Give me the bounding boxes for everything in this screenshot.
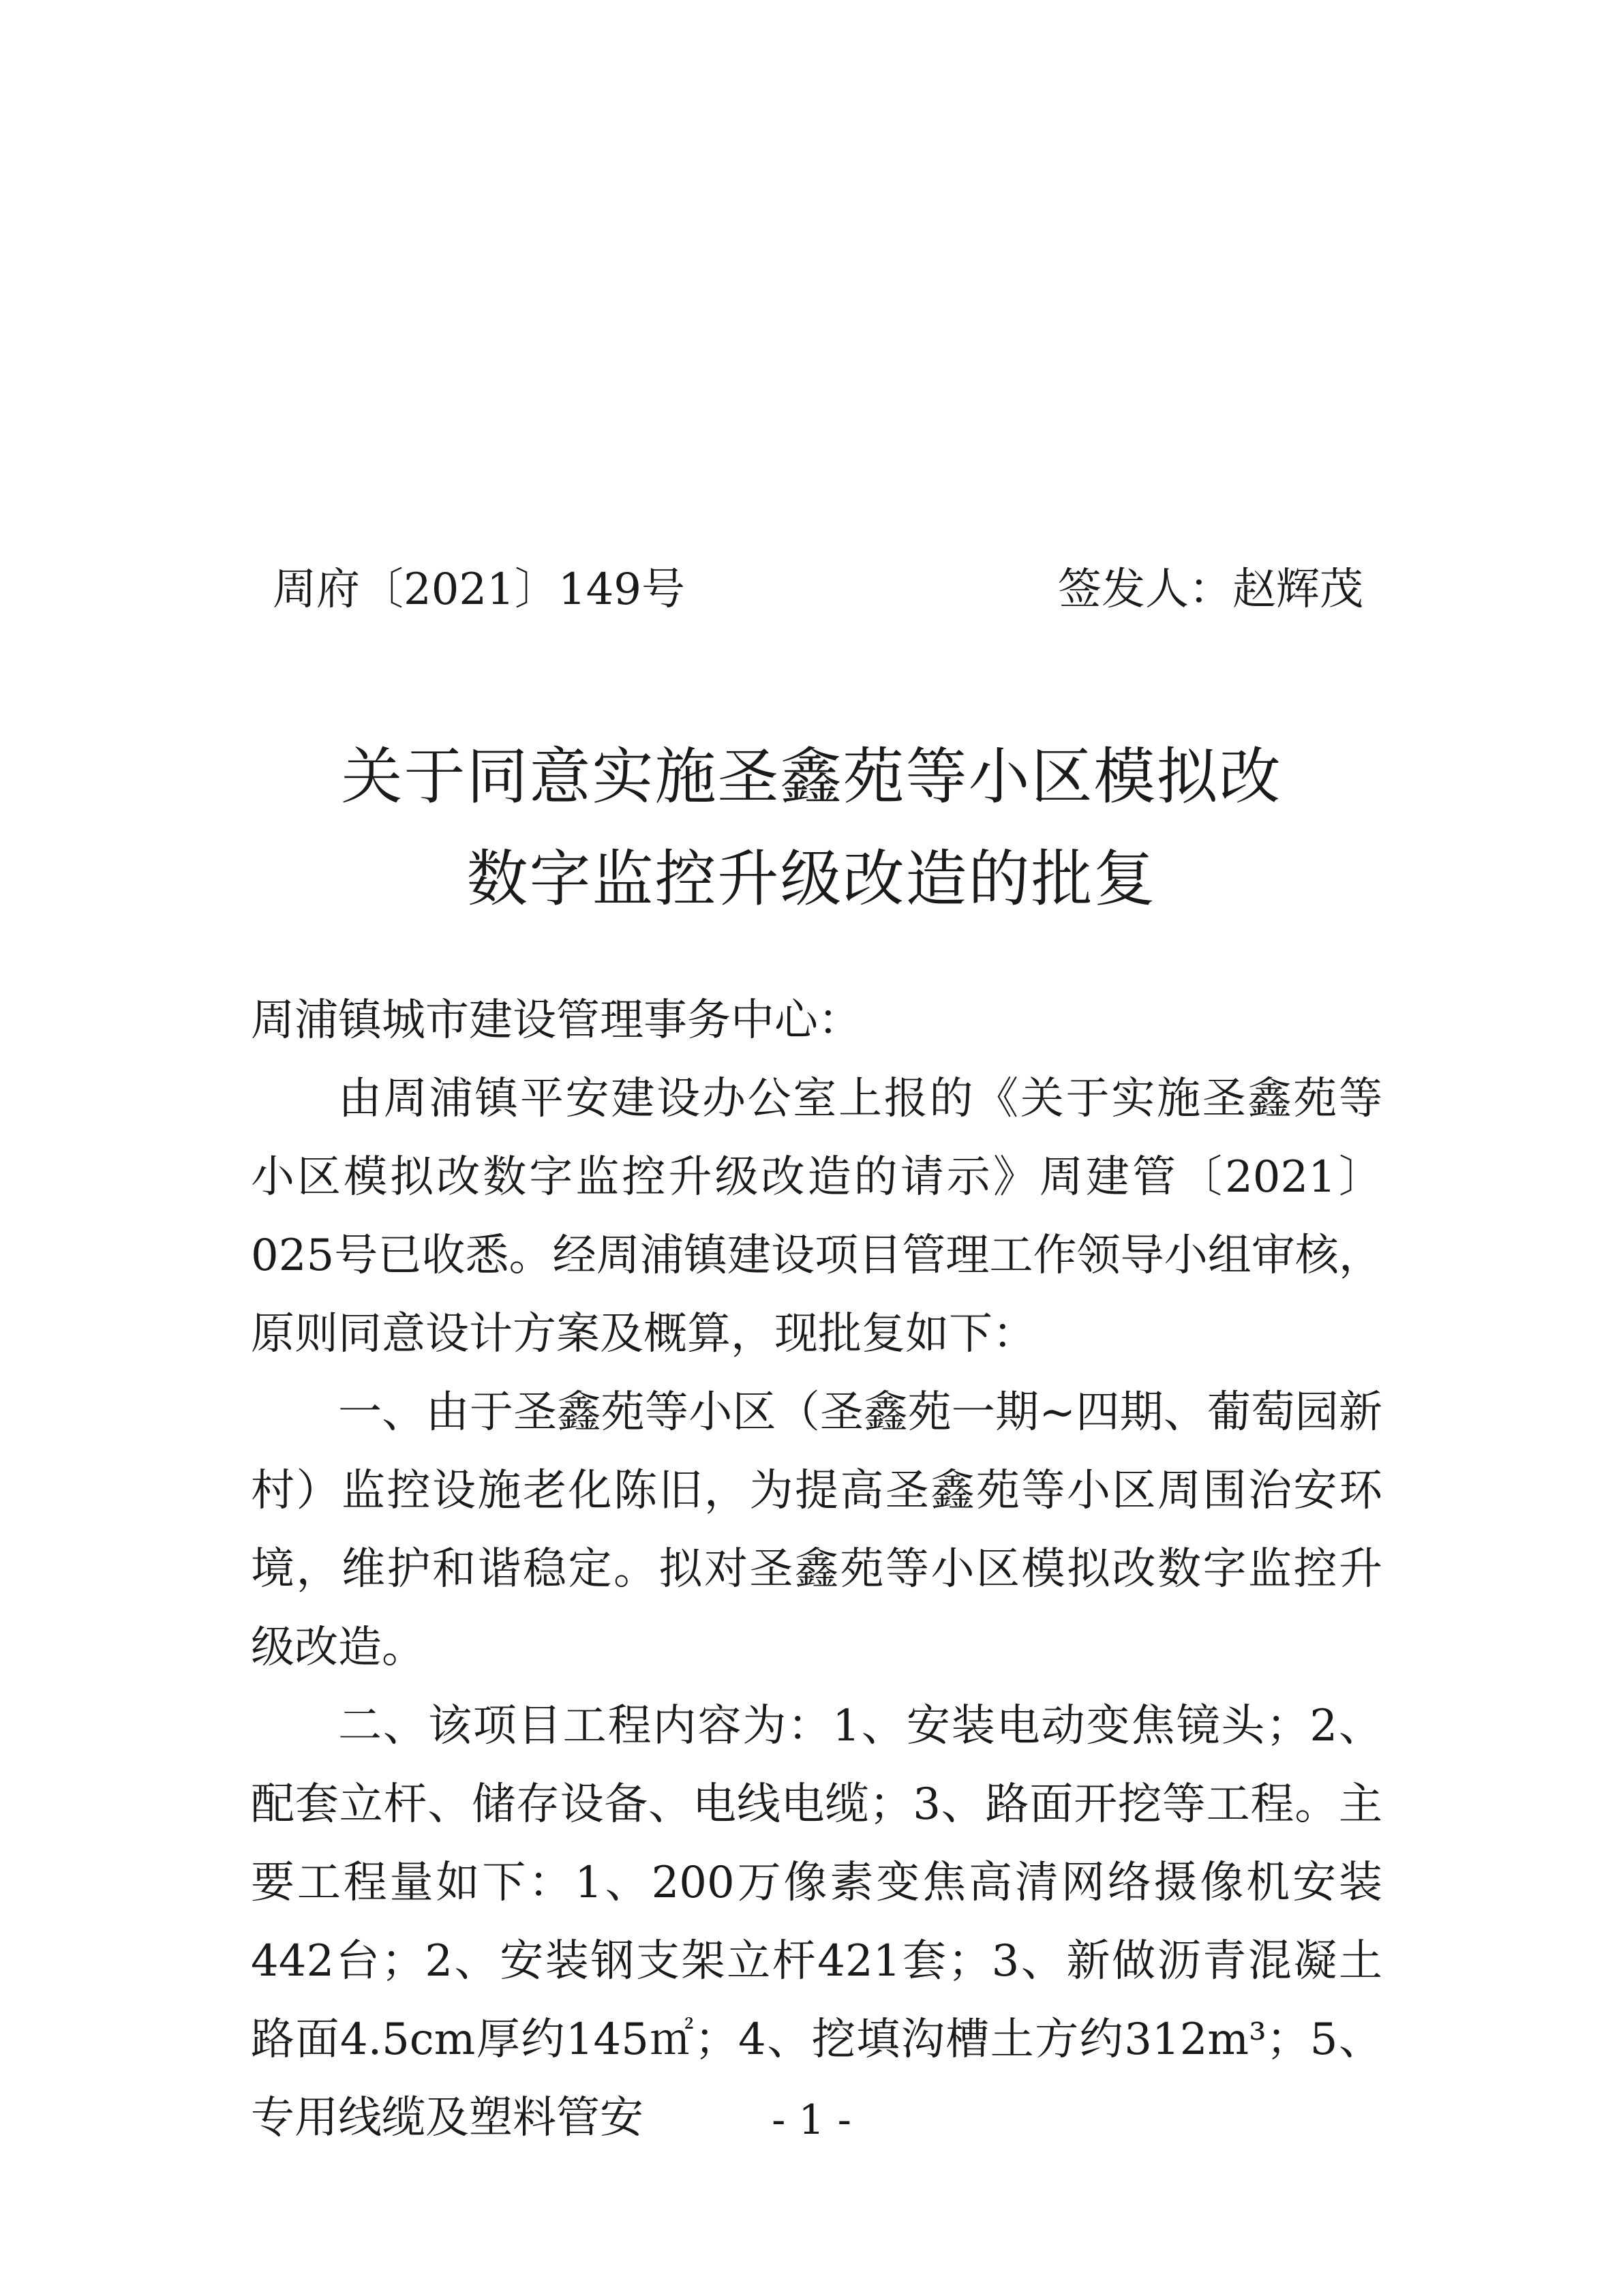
paragraph-1: 由周浦镇平安建设办公室上报的《关于实施圣鑫苑等小区模拟改数字监控升级改造的请示》周建管〔2021〕025号已收悉。经周浦镇建设项目管理工作领导小组审核，原则同意设计方案及概算，现批复如下： (251, 1074, 1382, 1359)
document-title (0, 726, 1623, 931)
page-number: - 1 - (772, 2096, 851, 2144)
document-number: 周府〔2021〕149号 (273, 564, 686, 615)
salutation: 周浦镇城市建设管理事务中心： (251, 995, 862, 1046)
document-header (273, 559, 1363, 620)
paragraph-3: 二、该项目工程内容为：1、安装电动变焦镜头；2、配套立杆、储存设备、电线电缆；3、路面开挖等工程。主要工程量如下：1、200万像素变焦高清网络摄像机安装442台；2、安装钢支架立杆421套；3、新做沥青混凝土路面4.5cm厚约145㎡；4、挖填沟槽土方约312m³；5、专用线缆及塑料管安 (251, 1701, 1382, 2143)
signer: 签发人：赵辉茂 (1058, 564, 1363, 615)
document-body (251, 982, 1382, 2158)
paragraph-2: 一、由于圣鑫苑等小区（圣鑫苑一期~四期、葡萄园新村）监控设施老化陈旧，为提高圣鑫苑等小区周围治安环境，维护和谐稳定。拟对圣鑫苑等小区模拟改数字监控升级改造。 (251, 1387, 1382, 1673)
title-line-2: 数字监控升级改造的批复 (466, 843, 1157, 915)
title-line-1: 关于同意实施圣鑫苑等小区模拟改 (341, 741, 1282, 813)
